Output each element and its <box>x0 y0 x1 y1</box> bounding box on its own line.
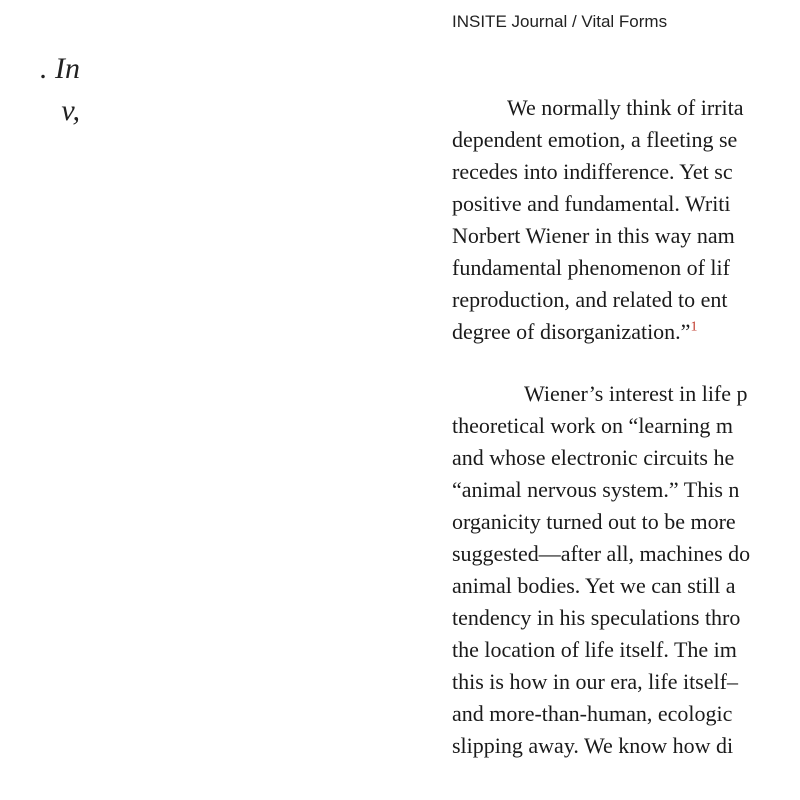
text-line: organicity turned out to be more <box>452 509 736 534</box>
text-line: Norbert Wiener in this way nam <box>452 223 735 248</box>
text-line: slipping away. We know how di <box>452 733 734 758</box>
paragraph-2 <box>452 378 750 762</box>
text-line: recedes into indifference. Yet sc <box>452 159 733 184</box>
text-line: “animal nervous system.” This n <box>452 477 740 502</box>
text-line: and whose electronic circuits he <box>452 445 735 470</box>
text-line-content: degree of disorganization.” <box>452 319 691 344</box>
text-line: theoretical work on “learning m <box>452 413 734 438</box>
article-column <box>452 0 800 800</box>
text-line: suggested—after all, machines do <box>452 541 751 566</box>
paragraph-gap <box>452 348 750 378</box>
text-line: dependent emotion, a fleeting se <box>452 127 738 152</box>
text-line: tendency in his speculations thro <box>452 605 741 630</box>
running-header: INSITE Journal / Vital Forms <box>452 12 668 31</box>
text-line: Wiener’s interest in life p <box>524 381 748 406</box>
text-line: and more-than-human, ecologic <box>452 701 733 726</box>
article-body <box>452 92 750 762</box>
text-line: fundamental phenomenon of lif <box>452 255 730 280</box>
text-line: reproduction, and related to ent <box>452 287 728 312</box>
footnote-link[interactable]: 1 <box>690 319 698 335</box>
left-fragment-line: v, <box>61 94 80 127</box>
text-line: positive and fundamental. Writi <box>452 191 731 216</box>
text-line-last <box>452 316 750 348</box>
left-page-fragment <box>0 48 80 132</box>
text-line: the location of life itself. The im <box>452 637 737 662</box>
text-line: We normally think of irrita <box>507 95 744 120</box>
paragraph-1 <box>452 92 750 348</box>
text-line: animal bodies. Yet we can still a <box>452 573 736 598</box>
text-line: this is how in our era, life itself– <box>452 669 738 694</box>
left-fragment-line: . In <box>40 52 80 85</box>
